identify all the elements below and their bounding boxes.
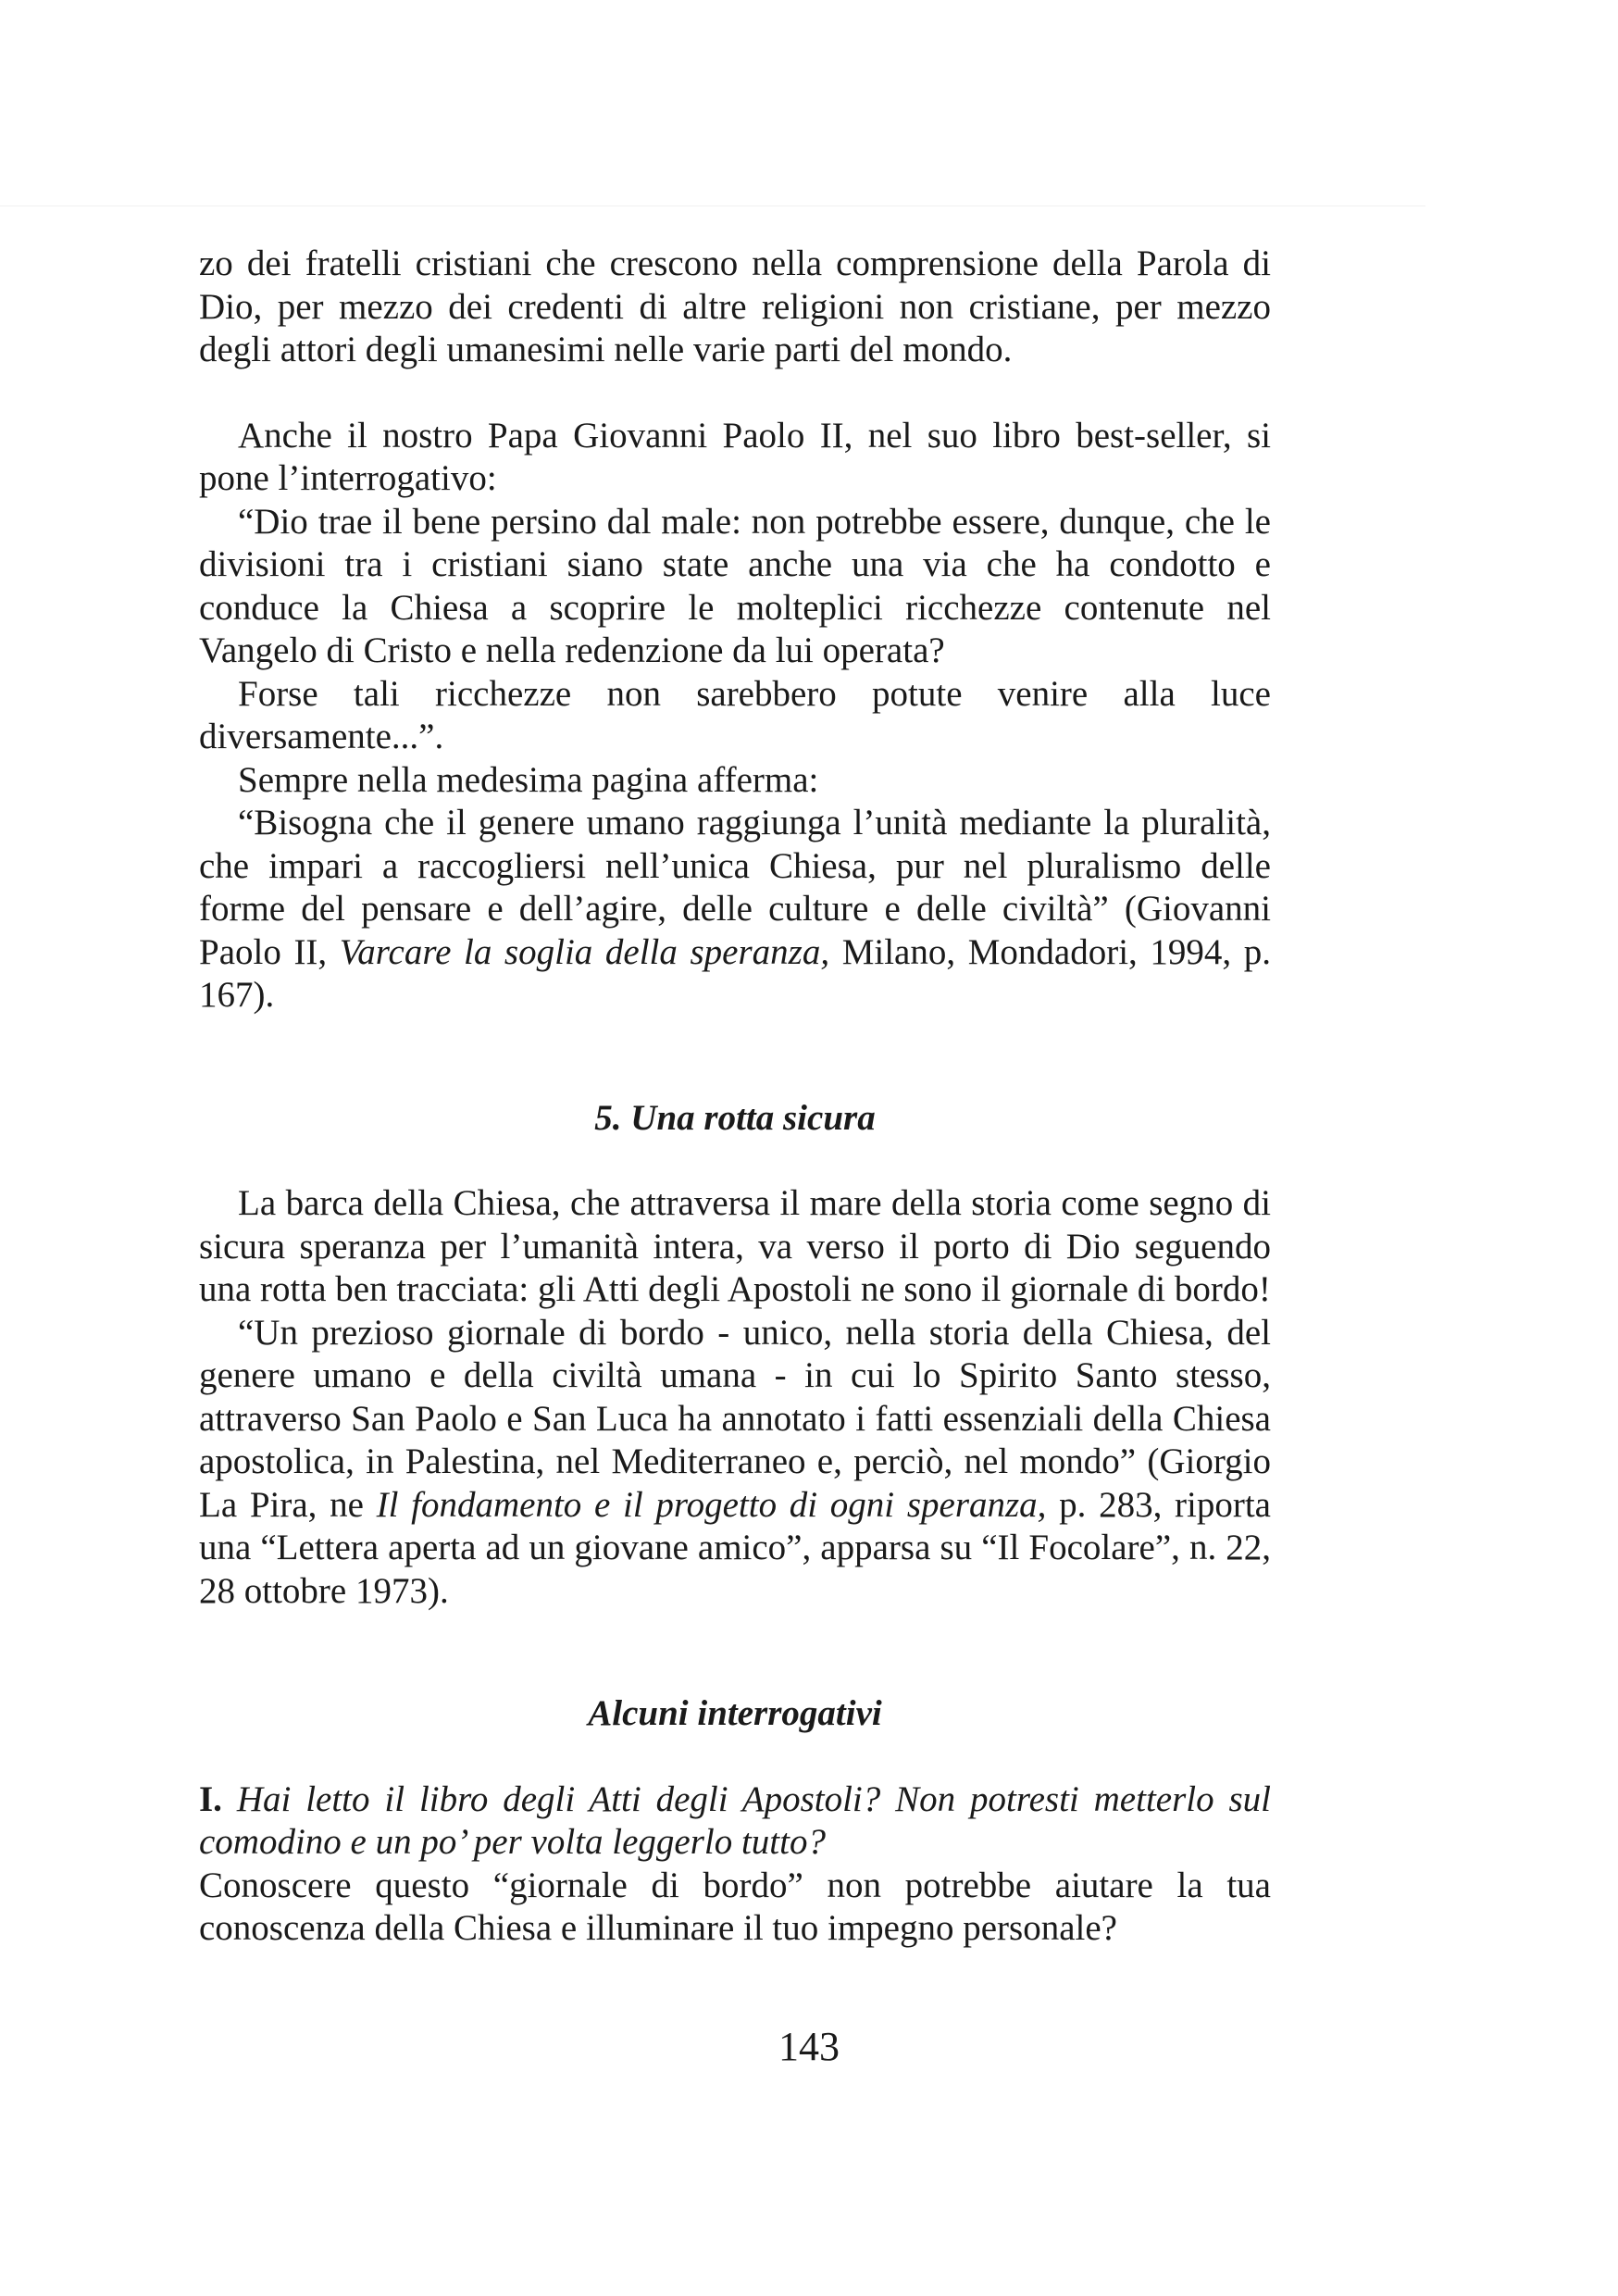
- quote-text: “Bisogna che il genere umano raggiunga l’unità mediante la pluralità, che impari a raccogliersi nell’unica Chiesa, pur nel pluralismo delle forme del pensare e dell’agire, delle culture e delle civiltà” (Giovanni Paolo II,: [199, 803, 1271, 972]
- page-number: 143: [778, 2024, 840, 2069]
- paragraph-pope-intro: Anche il nostro Papa Giovanni Paolo II, nel suo libro best-seller, si pone l’interrogativo:: [199, 415, 1271, 498]
- paragraph-pope-quote-2: [199, 802, 1271, 1017]
- section-heading-interrogativi: Alcuni interrogativi: [588, 1693, 882, 1733]
- book-title: Il fondamento e il progetto di ogni speranza,: [376, 1484, 1047, 1525]
- quote-text: “Un prezioso giornale di bordo - unico, nella storia della Chiesa, del genere umano e della civiltà umana - in cui lo Spirito Santo stesso, attraverso San Paolo e San Luca ha annotato i fatti essenziali della Chiesa apostolica, in Palestina, nel Mediterraneo e, perciò, nel mondo” (Giorgio La Pira, ne: [199, 1312, 1271, 1525]
- paragraph-continuation: zo dei fratelli cristiani che crescono nella comprensione della Parola di Dio, per mezzo dei credenti di altre religioni non cristiane, per mezzo degli attori degli umanesimi nelle varie parti del mondo.: [199, 243, 1271, 369]
- paragraph-same-page: Sempre nella medesima pagina afferma:: [238, 759, 819, 800]
- paragraph-pope-quote: “Dio trae il bene persino dal male: non potrebbe essere, dunque, che le divisioni tra i cristiani siano state anche una via che ha condotto e conduce la Chiesa a scoprire le molteplici ricchezze contenute nel Vangelo di Cristo e nella redenzione da lui operata?: [199, 501, 1271, 670]
- question-number: I.: [199, 1778, 222, 1819]
- book-title: Varcare la soglia della speranza,: [339, 931, 830, 972]
- paragraph-lapira-quote: [199, 1312, 1271, 1614]
- question-1: [199, 1778, 1271, 1865]
- section-heading-rotta: 5. Una rotta sicura: [594, 1097, 876, 1138]
- paragraph-pope-quote-cont: Forse tali ricchezze non sarebbero potute venire alla luce diversamente...”.: [199, 673, 1271, 756]
- page-body: [199, 243, 1271, 1951]
- question-italic: Hai letto il libro degli Atti degli Apostoli? Non potresti metterlo sul comodino e un po’ per volta leggerlo tutto?: [199, 1778, 1271, 1862]
- paragraph-barca: La barca della Chiesa, che attraversa il mare della storia come segno di sicura speranza per l’umanità intera, va verso il porto di Dio seguendo una rotta ben tracciata: gli Atti degli Apostoli ne sono il giornale di bordo!: [199, 1183, 1271, 1309]
- citation-text: Milano, Mondadori, 1994, p. 167).: [199, 931, 1272, 1015]
- citation-text: p. 283, riporta una “Lettera aperta ad un giovane amico”, apparsa su “Il Focolare”, n. 22, 28 ottobre 1973).: [199, 1484, 1271, 1611]
- question-1-text: Conoscere questo “giornale di bordo” non potrebbe aiutare la tua conoscenza della Chiesa e illuminare il tuo impegno personale?: [199, 1865, 1271, 1948]
